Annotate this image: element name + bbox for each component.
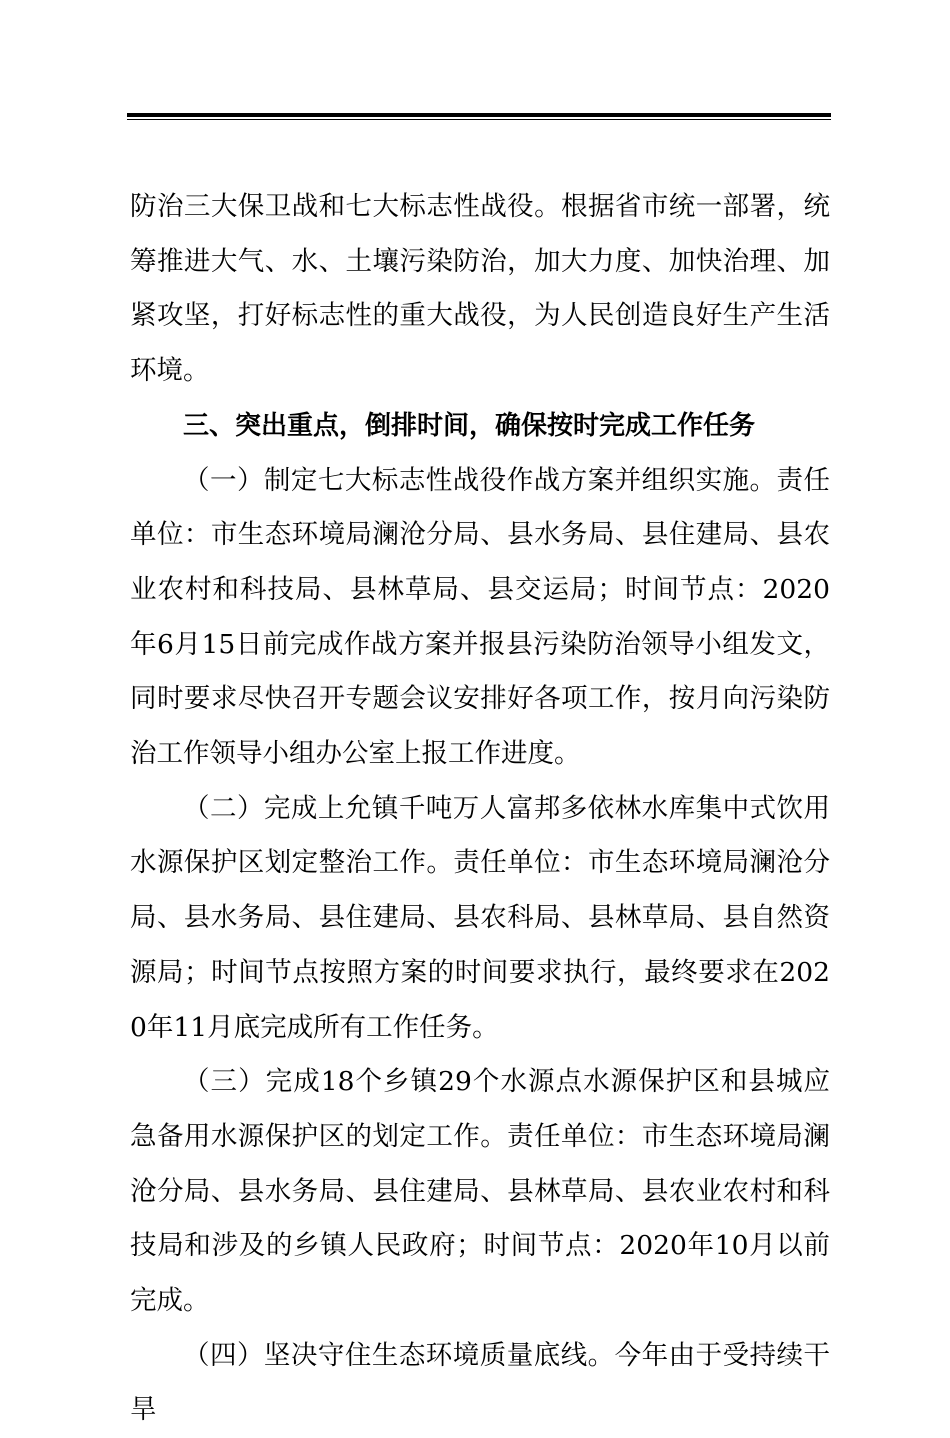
paragraph-item-two: （二）完成上允镇千吨万人富邦多依林水库集中式饮用水源保护区划定整治工作。责任单位：市生态环境局澜沧分局、县水务局、县住建局、县农科局、县林草局、县自然资源局；时间节点按照方案的时间要求执行，最终要求在2020年11月底完成所有工作任务。 [130, 792, 830, 1043]
document-body [130, 180, 830, 1438]
paragraph-item-four: （四）坚决守住生态环境质量底线。今年由于受持续干旱 [130, 1339, 830, 1426]
section-heading-three: 三、突出重点，倒排时间，确保按时完成工作任务 [183, 410, 756, 441]
header-double-rule-thin [127, 119, 831, 120]
header-double-rule-thick [127, 113, 831, 117]
paragraph-item-one: （一）制定七大标志性战役作战方案并组织实施。责任单位：市生态环境局澜沧分局、县水务局、县住建局、县农业农村和科技局、县林草局、县交运局；时间节点：2020年6月15日前完成作战方案并报县污染防治领导小组发文，同时要求尽快召开专题会议安排好各项工作，按月向污染防治工作领导小组办公室上报工作进度。 [130, 464, 830, 770]
paragraph-continuation: 防治三大保卫战和七大标志性战役。根据省市统一部署，统筹推进大气、水、土壤污染防治，加大力度、加快治理、加紧攻坚，打好标志性的重大战役，为人民创造良好生产生活环境。 [130, 191, 830, 387]
paragraph-item-three: （三）完成18个乡镇29个水源点水源保护区和县城应急备用水源保护区的划定工作。责任单位：市生态环境局澜沧分局、县水务局、县住建局、县林草局、县农业农村和科技局和涉及的乡镇人民政府；时间节点：2020年10月以前完成。 [130, 1066, 830, 1317]
